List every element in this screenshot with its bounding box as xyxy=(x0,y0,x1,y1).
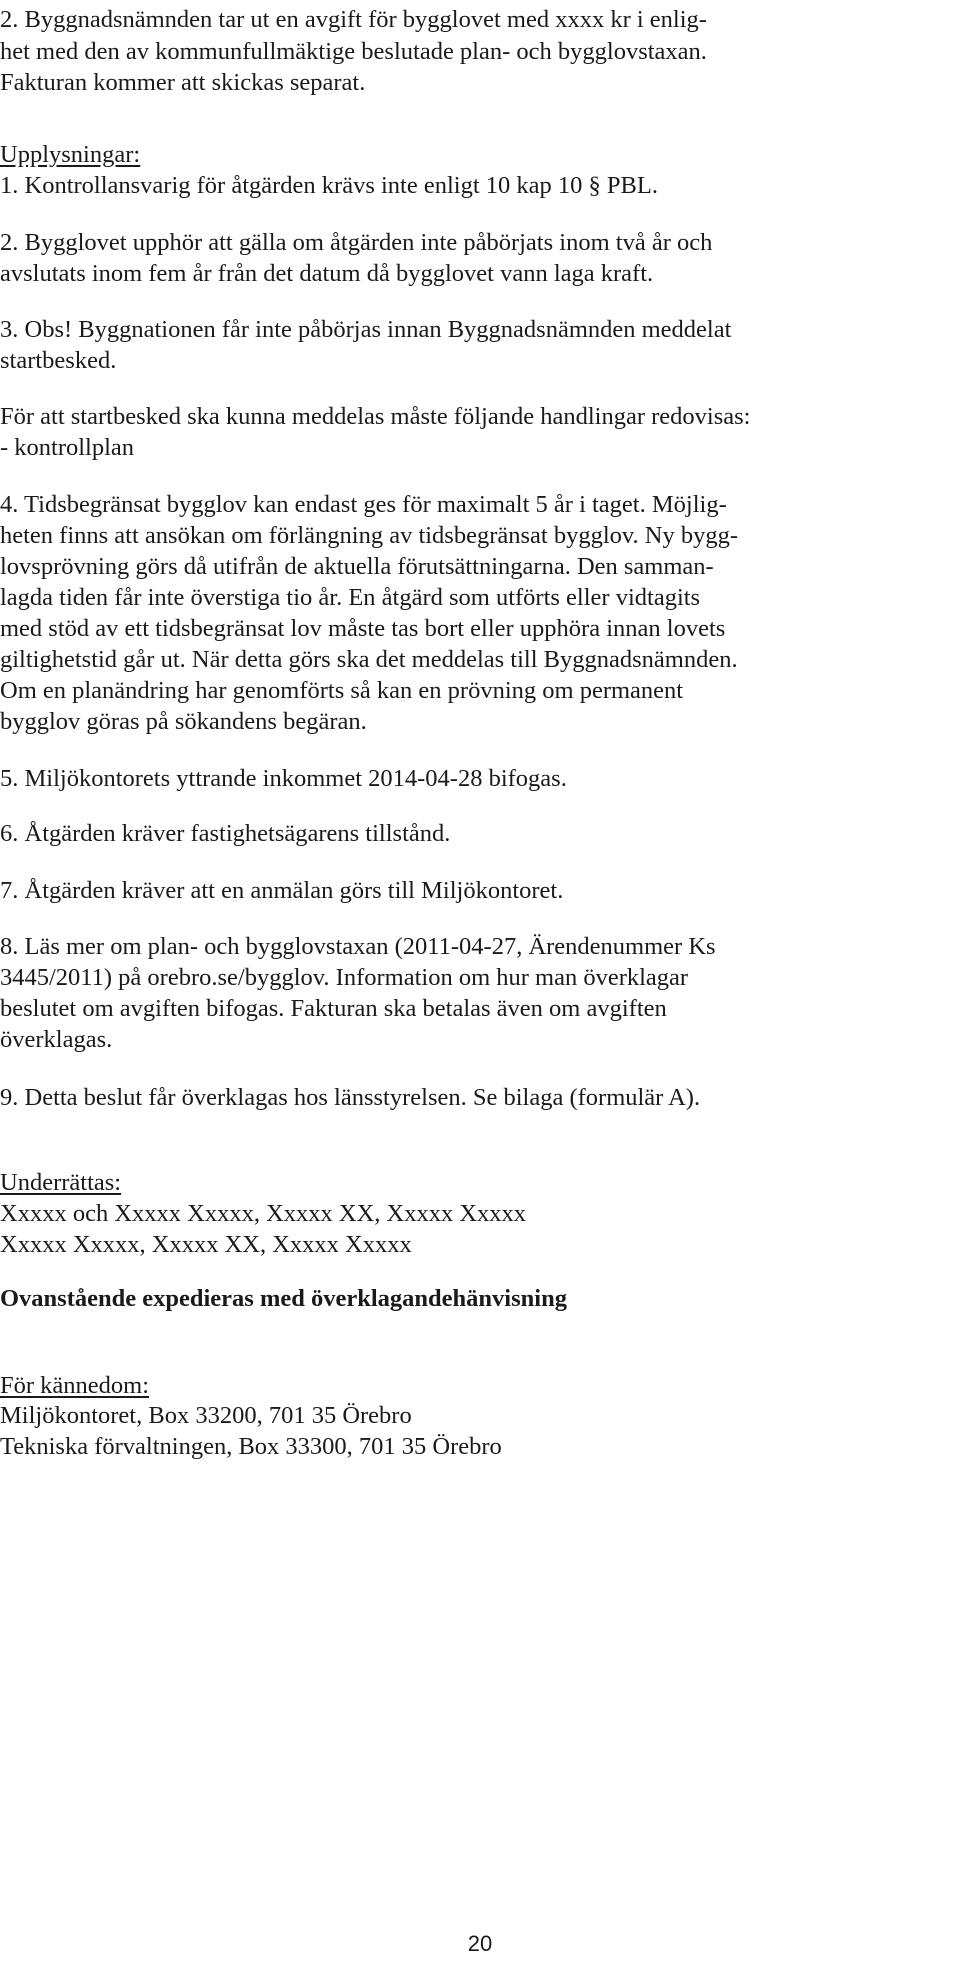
paragraph-2-line-1: 2. Byggnadsnämnden tar ut en avgift för bygglovet med xxxx kr i enlig- xyxy=(0,6,707,33)
note-8-line-4: överklagas. xyxy=(0,1026,113,1053)
note-3-line-2: startbesked. xyxy=(0,347,117,374)
note-4-line-7: Om en planändring har genomförts så kan en prövning om permanent xyxy=(0,677,684,704)
expedieras-notice: Ovanstående expedieras med överklagandehänvisning xyxy=(0,1285,567,1312)
underrattas-recipient-2: Xxxxx Xxxxx, Xxxxx XX, Xxxxx Xxxxx xyxy=(0,1231,412,1258)
note-4-line-1: 4. Tidsbegränsat bygglov kan endast ges för maximalt 5 år i taget. Möjlig- xyxy=(0,491,727,518)
note-3-line-1: 3. Obs! Byggnationen får inte påbörjas innan Byggnadsnämnden meddelat xyxy=(0,316,732,343)
note-9: 9. Detta beslut får överklagas hos länsstyrelsen. Se bilaga (formulär A). xyxy=(0,1084,701,1111)
underrattas-recipient-1: Xxxxx och Xxxxx Xxxxx, Xxxxx XX, Xxxxx Xxxxx xyxy=(0,1200,527,1227)
note-5: 5. Miljökontorets yttrande inkommet 2014-04-28 bifogas. xyxy=(0,765,567,792)
page-number: 20 xyxy=(467,1931,493,1956)
note-2-line-2: avslutats inom fem år från det datum då bygglovet vann laga kraft. xyxy=(0,260,654,287)
note-8-line-1: 8. Läs mer om plan- och bygglovstaxan (2011-04-27, Ärendenummer Ks xyxy=(0,933,716,960)
note-8-line-2: 3445/2011) på orebro.se/bygglov. Information om hur man överklagar xyxy=(0,964,689,991)
underrattas-heading: Underrättas: xyxy=(0,1169,122,1196)
note-3-requirements-line-2: - kontrollplan xyxy=(0,434,135,461)
note-2-line-1: 2. Bygglovet upphör att gälla om åtgärden inte påbörjats inom två år och xyxy=(0,229,713,256)
note-4-line-3: lovsprövning görs då utifrån de aktuella förutsättningarna. Den samman- xyxy=(0,553,714,580)
note-8-line-3: beslutet om avgiften bifogas. Fakturan ska betalas även om avgiften xyxy=(0,995,667,1022)
note-4-line-2: heten finns att ansökan om förlängning av tidsbegränsat bygglov. Ny bygg- xyxy=(0,522,739,549)
for-kannedom-recipient-2: Tekniska förvaltningen, Box 33300, 701 35 Örebro xyxy=(0,1433,502,1460)
for-kannedom-recipient-1: Miljökontoret, Box 33200, 701 35 Örebro xyxy=(0,1402,412,1429)
note-4-line-5: med stöd av ett tidsbegränsat lov måste tas bort eller upphöra innan lovets xyxy=(0,615,726,642)
note-7: 7. Åtgärden kräver att en anmälan görs till Miljökontoret. xyxy=(0,877,564,904)
for-kannedom-heading: För kännedom: xyxy=(0,1372,150,1399)
note-6: 6. Åtgärden kräver fastighetsägarens tillstånd. xyxy=(0,820,451,847)
upplysningar-heading: Upplysningar: xyxy=(0,141,141,168)
note-3-requirements-line-1: För att startbesked ska kunna meddelas måste följande handlingar redovisas: xyxy=(0,403,751,430)
note-4-line-6: giltighetstid går ut. När detta görs ska det meddelas till Byggnadsnämnden. xyxy=(0,646,738,673)
paragraph-2-line-2: het med den av kommunfullmäktige beslutade plan- och bygglovstaxan. xyxy=(0,38,707,65)
note-4-line-8: bygglov göras på sökandens begäran. xyxy=(0,708,367,735)
note-4-line-4: lagda tiden får inte överstiga tio år. En åtgärd som utförts eller vidtagits xyxy=(0,584,701,611)
note-1: 1. Kontrollansvarig för åtgärden krävs inte enligt 10 kap 10 § PBL. xyxy=(0,172,658,199)
paragraph-2-line-3: Fakturan kommer att skickas separat. xyxy=(0,69,366,96)
